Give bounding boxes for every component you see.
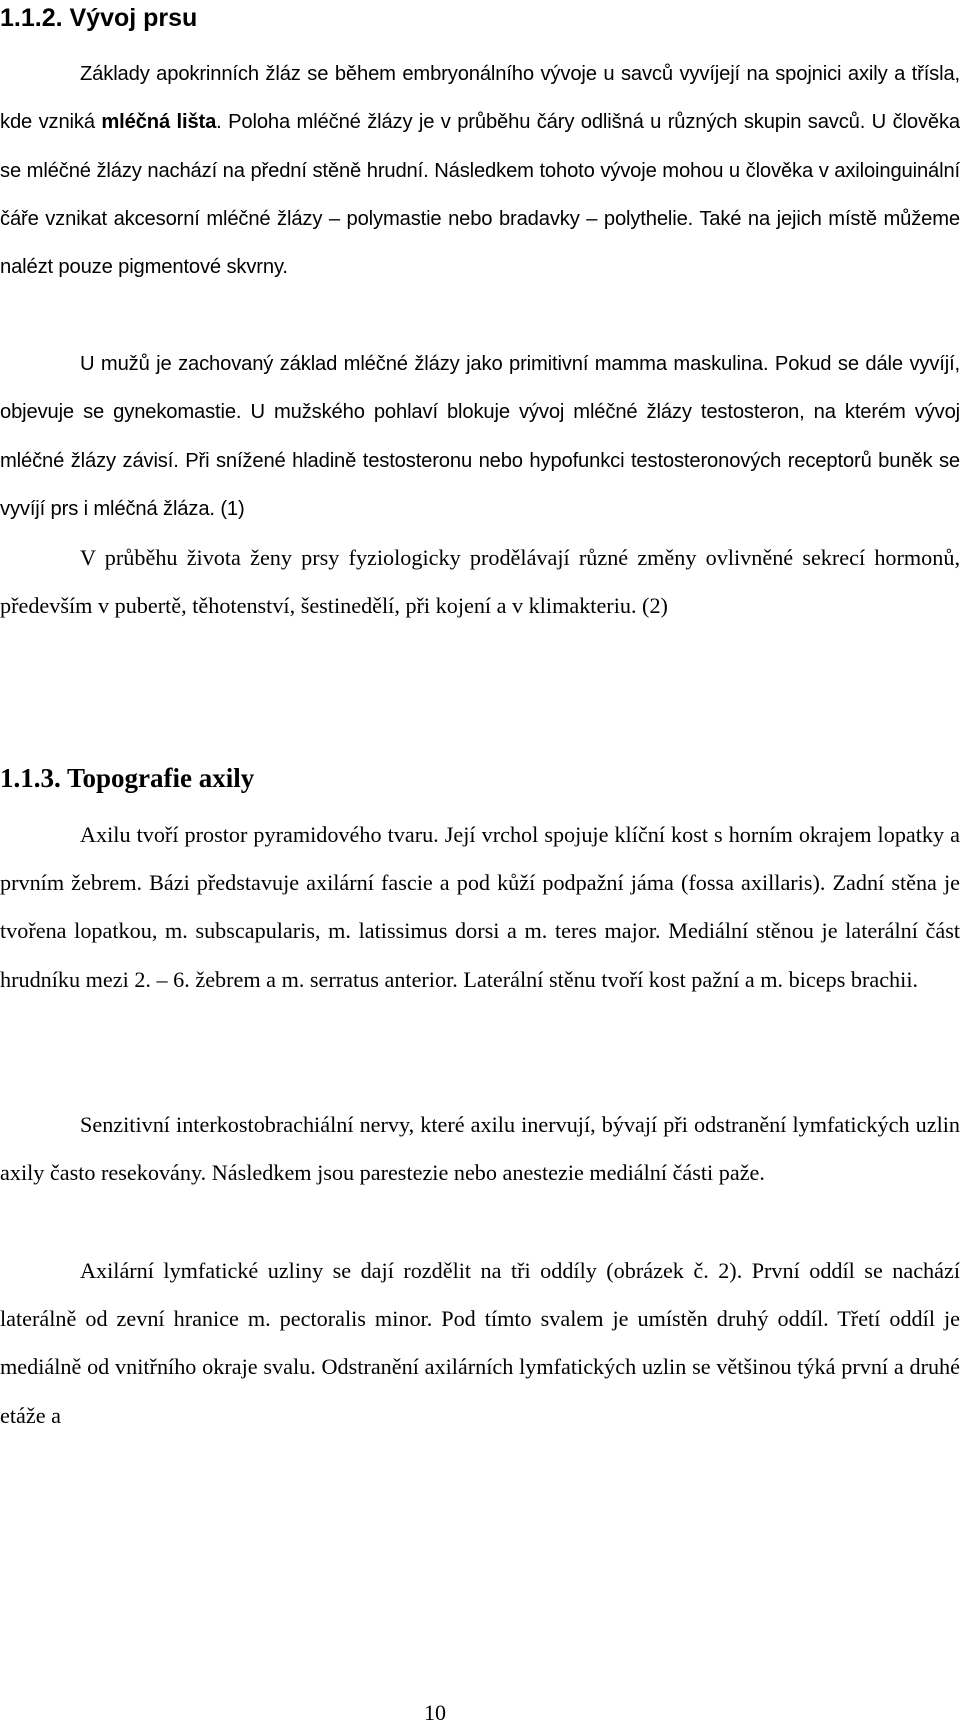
paragraph-axilla-shape: Axilu tvoří prostor pyramidového tvaru. Její vrchol spojuje klíční kost s horním okrajem lopatky a prvním žebrem. Bázi představuje axilární fascie a pod kůží podpažní jáma (fossa axillaris). Zadní stěna je tvořena lopatkou, m. subscapularis, m. latissimus dorsi a m. teres major. Mediální stěnou je laterální část hrudníku mezi 2. – 6. žebrem a m. serratus anterior. Laterální stěnu tvoří kost pažní a m. biceps brachii.	[0, 822, 960, 992]
page-number: 10	[424, 1700, 446, 1725]
paragraph-lymph-nodes: Axilární lymfatické uzliny se dají rozdělit na tři oddíly (obrázek č. 2). První oddíl se nachází laterálně od zevní hranice m. pectoralis minor. Pod tímto svalem je umístěn druhý oddíl. Třetí oddíl je mediálně od vnitřního okraje svalu. Odstranění axilárních lymfatických uzlin se většinou týká první a druhé etáže a	[0, 1258, 960, 1428]
paragraph-nerves: Senzitivní interkostobrachiální nervy, které axilu inervují, bývají při odstranění lymfatických uzlin axily často resekovány. Následkem jsou parestezie nebo anestezie mediální části paže.	[0, 1112, 960, 1186]
paragraph-male-development: U mužů je zachovaný základ mléčné žlázy jako primitivní mamma maskulina. Pokud se dále vyvíjí, objevuje se gynekomastie. U mužského pohlaví blokuje vývoj mléčné žlázy testosteron, na kterém vývoj mléčné žlázy závisí. Při snížené hladině testosteronu nebo hypofunkci testosteronových receptorů buněk se vyvíjí prs i mléčná žláza. (1)	[0, 353, 960, 520]
paragraph-text: Základy apokrinních žláz se během embryonálního vývoje u savců vyvíjejí na spojnici axily a třísla, kde vzniká	[0, 63, 960, 134]
section-heading-topografie-axily: 1.1.3. Topografie axily	[0, 763, 255, 793]
paragraph-life-changes: V průběhu života ženy prsy fyziologicky prodělávají různé změny ovlivněné sekrecí hormonů, především v pubertě, těhotenství, šestinedělí, při kojení a v klimakteriu. (2)	[0, 545, 960, 619]
section-heading-vyvoj-prsu: 1.1.2. Vývoj prsu	[0, 4, 198, 32]
bold-term-mlecna-lista: mléčná lišta	[101, 111, 217, 134]
paragraph-embryonic-development	[0, 50, 960, 291]
paragraph-text: . Poloha mléčné žlázy je v průběhu čáry odlišná u různých skupin savců. U člověka se mléčné žlázy nachází na přední stěně hrudní. Následkem tohoto vývoje mohou u člověka v axiloinguinální čáře vznikat akcesorní mléčné žlázy – polymastie nebo bradavky – polythelie. Také na jejich místě můžeme nalézt pouze pigmentové skvrny.	[0, 111, 960, 279]
